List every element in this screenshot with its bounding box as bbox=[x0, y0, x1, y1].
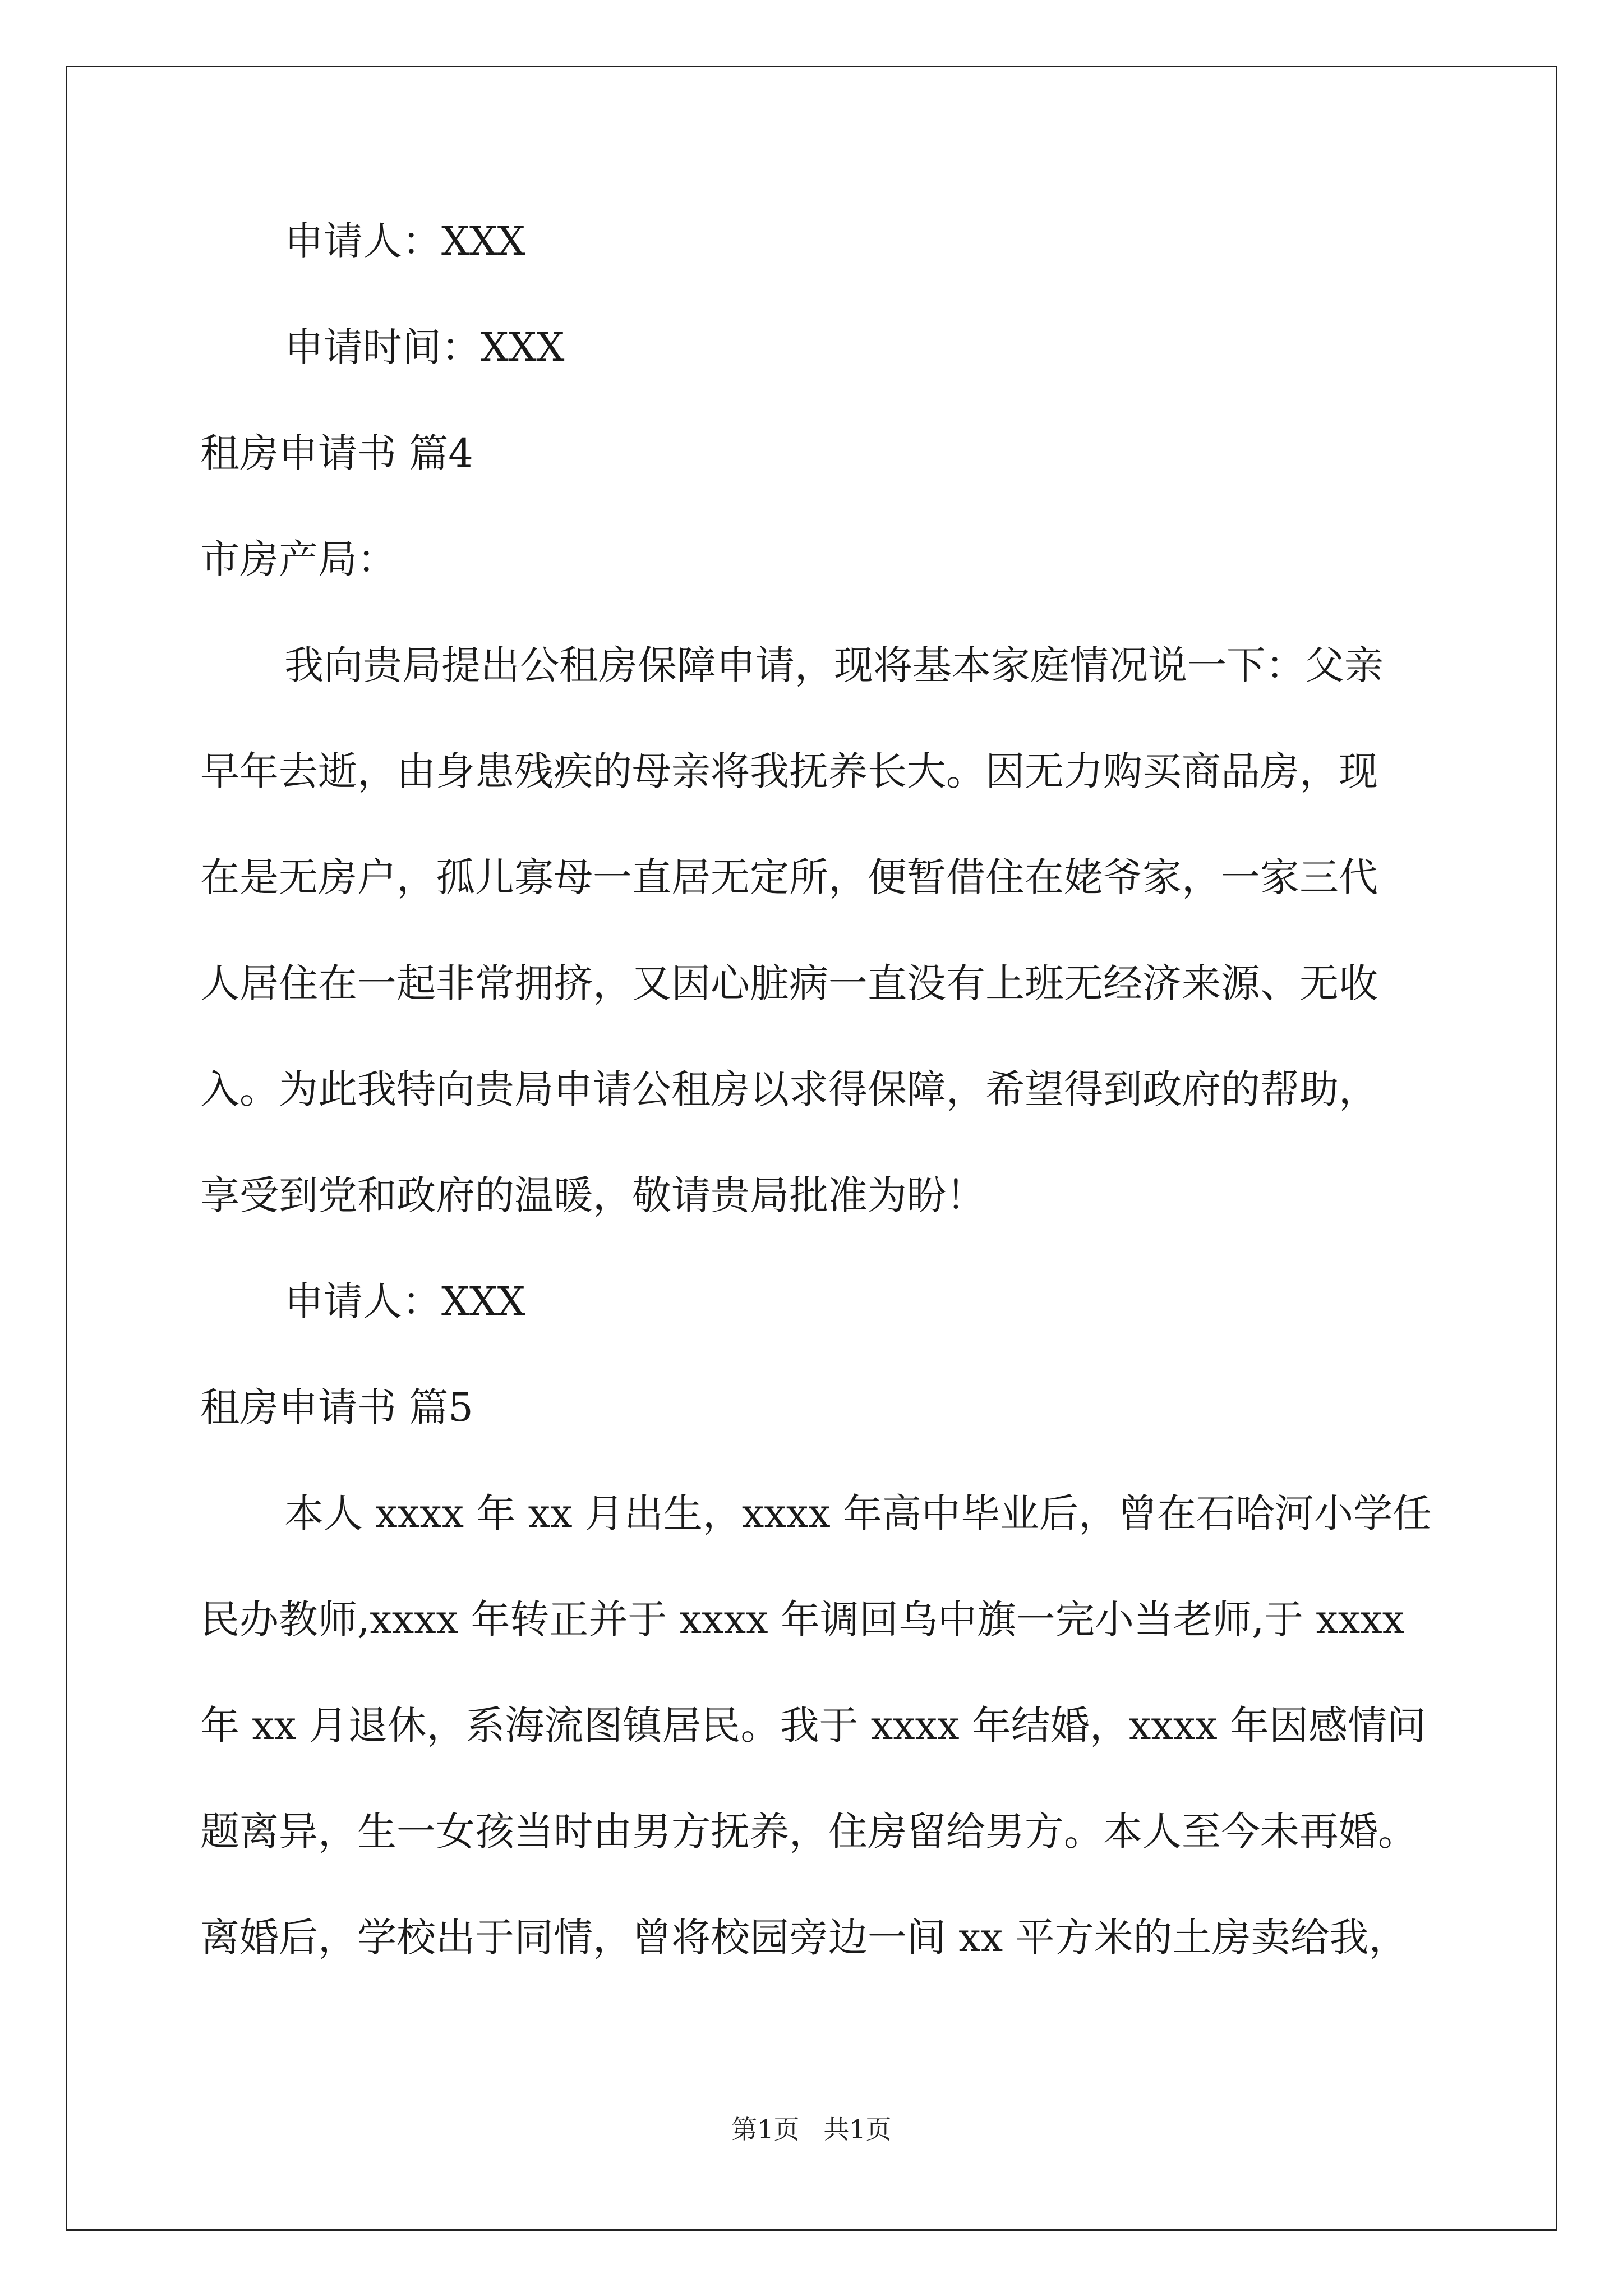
document-body bbox=[200, 213, 1434, 2016]
paragraph-line: 民办教师,xxxx 年转正并于 xxxx 年调回乌中旗一完小当老师,于 xxxx bbox=[200, 1596, 1405, 1642]
applicant-line: 申请人：XXX bbox=[284, 1278, 525, 1324]
applicant-line: 申请人：XXX bbox=[284, 218, 525, 264]
section-heading-4: 租房申请书 篇4 bbox=[200, 430, 473, 476]
section-heading-5: 租房申请书 篇5 bbox=[200, 1384, 473, 1430]
paragraph-line: 我向贵局提出公租房保障申请，现将基本家庭情况说一下：父亲 bbox=[284, 642, 1384, 688]
paragraph-line: 入。为此我特向贵局申请公租房以求得保障，希望得到政府的帮助， bbox=[200, 1066, 1378, 1112]
page-total: 共1页 bbox=[823, 2114, 892, 2145]
paragraph-line: 本人 xxxx 年 xx 月出生，xxxx 年高中毕业后，曾在石哈河小学任 bbox=[284, 1490, 1432, 1536]
paragraph-line: 离婚后，学校出于同情，曾将校园旁边一间 xx 平方米的土房卖给我， bbox=[200, 1915, 1408, 1961]
paragraph-line: 人居住在一起非常拥挤，又因心脏病一直没有上班无经济来源、无收 bbox=[200, 960, 1378, 1006]
page-number: 第1页 bbox=[731, 2114, 800, 2145]
paragraph-line: 早年去逝，由身患残疾的母亲将我抚养长大。因无力购买商品房，现 bbox=[200, 748, 1378, 794]
addressee-line: 市房产局： bbox=[200, 536, 396, 582]
paragraph-line: 年 xx 月退休，系海流图镇居民。我于 xxxx 年结婚，xxxx 年因感情问 bbox=[200, 1703, 1427, 1749]
paragraph-line: 题离异，生一女孩当时由男方抚养，住房留给男方。本人至今未再婚。 bbox=[200, 1809, 1417, 1855]
application-date-line: 申请时间：XXX bbox=[284, 324, 565, 370]
paragraph-line: 享受到党和政府的温暖，敬请贵局批准为盼！ bbox=[200, 1172, 985, 1218]
page-footer bbox=[0, 2109, 1623, 2146]
paragraph-line: 在是无房户，孤儿寡母一直居无定所，便暂借住在姥爷家，一家三代 bbox=[200, 854, 1378, 900]
